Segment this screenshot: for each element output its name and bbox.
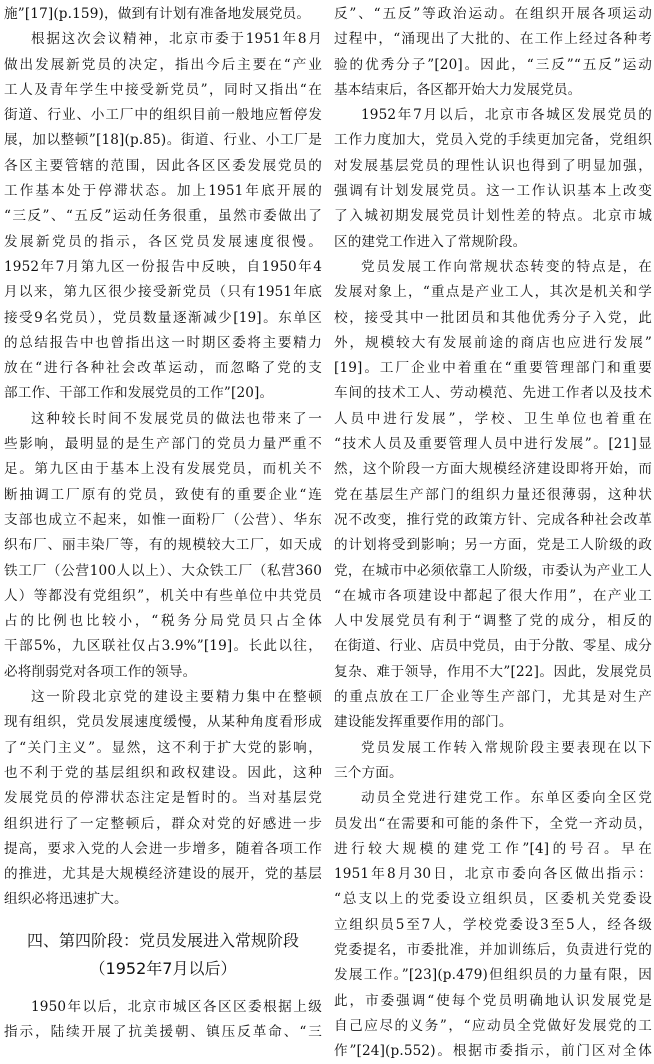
text-line: 这种较长时间不发展党员的做法也带来了一 bbox=[31, 410, 322, 427]
text-line: 1952年7月第九区一份报告中反映，自1950年4 bbox=[4, 258, 322, 275]
text-line: 建设能发挥重要作用的部门。 bbox=[334, 714, 513, 731]
text-line: 这一阶段北京党的建设主要精力集中在整顿 bbox=[31, 689, 322, 706]
text-line: 月以来，第九区很少接受新党员（只有1951年底 bbox=[4, 284, 322, 301]
text-line: 织布厂、丽丰染厂等，有的规模较大工厂，如天成 bbox=[4, 537, 322, 554]
text-line: 发展新党员的指示，各区党员发展速度很慢。 bbox=[4, 233, 322, 250]
text-line: 放在“进行各种社会改革运动，而忽略了党的支 bbox=[4, 360, 322, 377]
text-line: 展，加以整顿”[18](p.85)。街道、行业、小工厂是 bbox=[4, 132, 322, 149]
text-line: 各区主要管辖的范围，因此各区区委发展党员的 bbox=[4, 157, 322, 174]
text-line: 党员发展工作向常规状态转变的特点是，在 bbox=[361, 258, 652, 275]
text-line: 人中发展党员有利于“调整了党的成分，相反的 bbox=[334, 613, 652, 630]
text-line: 组织进行了一定整顿后，群众对党的好感进一步 bbox=[4, 815, 322, 832]
spacer bbox=[4, 913, 322, 927]
text-line: 作”[24](p.552)。根据市委指示，前门区对全体 bbox=[334, 1043, 652, 1060]
text-line: 工作力度加大，党员入党的手续更加完备，党组织 bbox=[334, 132, 652, 149]
text-line: 况不改变，推行党的政策方针、完成各种社会改革 bbox=[334, 511, 652, 528]
text-line: 然，这个阶段一方面大规模经济建设即将开始，而 bbox=[334, 461, 652, 478]
right-column bbox=[334, 2, 652, 1064]
text-line: 组织必将迅速扩大。 bbox=[4, 891, 128, 908]
text-line: 车间的技术工人、劳动模范、先进工作者以及技术 bbox=[334, 385, 652, 402]
text-line: “在城市各项建设中都起了很大作用”，在产业工 bbox=[334, 587, 652, 604]
text-line: “技术人员及重要管理人员中进行发展”。[21]显 bbox=[334, 436, 652, 453]
text-line: 反”、“五反”等政治运动。在组织开展各项运动 bbox=[334, 6, 652, 22]
text-line: 动员全党进行建党工作。东单区委向全区党 bbox=[361, 790, 652, 807]
text-line: 在街道、行业、店员中党员，由于分散、零星、成分 bbox=[334, 638, 652, 655]
text-line: 的计划将受到影响；另一方面，党是工人阶级的政 bbox=[334, 537, 652, 554]
text-line: “总支以上的党委设立组织员，区委机关党委设 bbox=[334, 891, 652, 908]
text-line: 工作基本处于停滞状态。加上1951年底开展的 bbox=[4, 183, 322, 200]
text-line: 发展对象上，“重点是产业工人，其次是机关和学 bbox=[334, 284, 652, 301]
text-line: 进行较大规模的建党工作”[4]的号召。早在 bbox=[334, 840, 652, 857]
text-line: 铁工厂（公营100人以上）、大众铁工厂（私营360 bbox=[4, 562, 322, 579]
text-line: 施”[17](p.159)，做到有计划有准备地发展党员。 bbox=[4, 6, 311, 22]
text-line: 做出发展新党员的决定，指出今后主要在“产业 bbox=[4, 56, 322, 73]
left-column bbox=[4, 2, 322, 1045]
text-line: 了“关门主义”。显然，这不利于扩大党的影响， bbox=[4, 739, 322, 756]
text-line: 发展党员的停滞状态注定是暂时的。当对基层党 bbox=[4, 790, 322, 807]
text-line: 发展工作。”[23](p.479)但组织员的力量有限，因 bbox=[334, 967, 652, 984]
spacer bbox=[4, 983, 322, 995]
text-line: 党委提名，市委批准，并加训练后，负责进行党的 bbox=[334, 941, 652, 958]
text-line: 提高，要求入党的人会进一步增多，随着各项工作 bbox=[4, 840, 322, 857]
text-line: 1951年8月30日，北京市委向各区做出指示： bbox=[334, 866, 652, 883]
text-line: 党在基层生产部门的组织力量还很薄弱，这种状 bbox=[334, 486, 652, 503]
text-line: 校，接受其中一批团员和其他优秀分子入党，此 bbox=[334, 309, 652, 326]
text-line: 外，规模较大有发展前途的商店也应进行发展” bbox=[334, 334, 652, 351]
text-line: 强调有计划发展党员。这一工作认识基本上改变 bbox=[334, 183, 652, 200]
text-line: 接受9名党员），党员数量逐渐减少[19]。东单区 bbox=[4, 309, 322, 326]
section-heading-title: 四、第四阶段：党员发展进入常规阶段 bbox=[26, 930, 299, 950]
text-line: 指示，陆续开展了抗美援朝、镇压反革命、“三 bbox=[4, 1023, 322, 1040]
text-line: 人员中进行发展”，学校、卫生单位也着重在 bbox=[334, 410, 652, 427]
text-line: 的推进，尤其是大规模经济建设的展开，党的基层 bbox=[4, 866, 322, 883]
text-line: 1952年7月以后，北京市各城区发展党员的 bbox=[361, 107, 652, 124]
text-line: 区的建党工作进入了常规阶段。 bbox=[334, 233, 527, 250]
section-heading-date: （1952年7月以后） bbox=[89, 958, 237, 978]
text-line: 工人及青年学生中接受新党员”，同时又指出“在 bbox=[4, 81, 322, 98]
text-line: 基本结束后，各区都开始大力发展党员。 bbox=[334, 81, 582, 98]
text-line: 必将削弱党对各项工作的领导。 bbox=[4, 663, 197, 680]
text-line: 人）等都没有党组织”，机关中有些单位中共党员 bbox=[4, 587, 322, 604]
text-line: 立组织员5至7人，学校党委设3至5人，经各级 bbox=[334, 916, 652, 933]
left-body-text bbox=[4, 2, 322, 913]
text-line: 些影响，最明显的是生产部门的党员力量严重不 bbox=[4, 436, 322, 453]
text-line: 断抽调工厂原有的党员，致使有的重要企业“连 bbox=[4, 486, 322, 503]
text-line: 的重点放在工厂企业等生产部门，尤其是对生产 bbox=[334, 689, 652, 706]
text-line: 三个方面。 bbox=[334, 764, 403, 781]
text-line: 党员发展工作转入常规阶段主要表现在以下 bbox=[361, 739, 652, 756]
text-line: 员发出“在需要和可能的条件下，全党一齐动员， bbox=[334, 815, 652, 832]
text-line: 1950年以后，北京市城区各区区委根据上级 bbox=[31, 998, 322, 1015]
text-line: 了入城初期发展党员计划性差的特点。北京市城 bbox=[334, 208, 652, 225]
text-line: 自己应尽的义务”，“应动员全党做好发展党的工 bbox=[334, 1017, 652, 1034]
text-line: 复杂、难于领导，作用不大”[22]。因此，发展党员 bbox=[334, 663, 652, 680]
text-line: 对发展基层党员的理性认识也得到了明显加强， bbox=[334, 157, 652, 174]
left-body-text-after-heading bbox=[4, 995, 322, 1046]
text-line: 此，市委强调“使每个党员明确地认识发展党是 bbox=[334, 992, 652, 1009]
text-line: 现有组织，党员发展速度缓慢，从某种角度看形成 bbox=[4, 714, 322, 731]
text-line: 也不利于党的基层组织和政权建设。因此，这种 bbox=[4, 764, 322, 781]
text-line: 过程中，“涌现出了大批的、在工作上经过各种考 bbox=[334, 31, 652, 48]
text-line: 足。第九区由于基本上没有发展党员，而机关不 bbox=[4, 461, 322, 478]
text-line: 的总结报告中也曾指出这一时期区委将主要精力 bbox=[4, 334, 322, 351]
text-line: 验的优秀分子”[20]。因此，“三反”“五反”运动 bbox=[334, 56, 652, 73]
text-line: 根据这次会议精神，北京市委于1951年8月 bbox=[31, 31, 322, 48]
text-line: 街道、行业、小工厂中的组织目前一般地应暂停发 bbox=[4, 107, 322, 124]
text-line: [19]。工厂企业中着重在“重要管理部门和重要 bbox=[334, 360, 652, 377]
text-line: 部工作、干部工作和发展党员的工作”[20]。 bbox=[4, 385, 274, 402]
right-body-text bbox=[334, 2, 652, 1064]
text-line: 占的比例也比较小，“税务分局党员只占全体 bbox=[4, 613, 322, 630]
text-line: 干部5%，九区联社仅占3.9%”[19]。长此以往， bbox=[4, 638, 322, 655]
text-line: 支部也成立不起来，如惟一面粉厂（公营）、华东 bbox=[4, 511, 322, 528]
text-line: 党，在城市中必须依靠工人阶级，市委认为产业工人 bbox=[334, 562, 652, 579]
text-line: “三反”、“五反”运动任务很重，虽然市委做出了 bbox=[4, 208, 322, 225]
